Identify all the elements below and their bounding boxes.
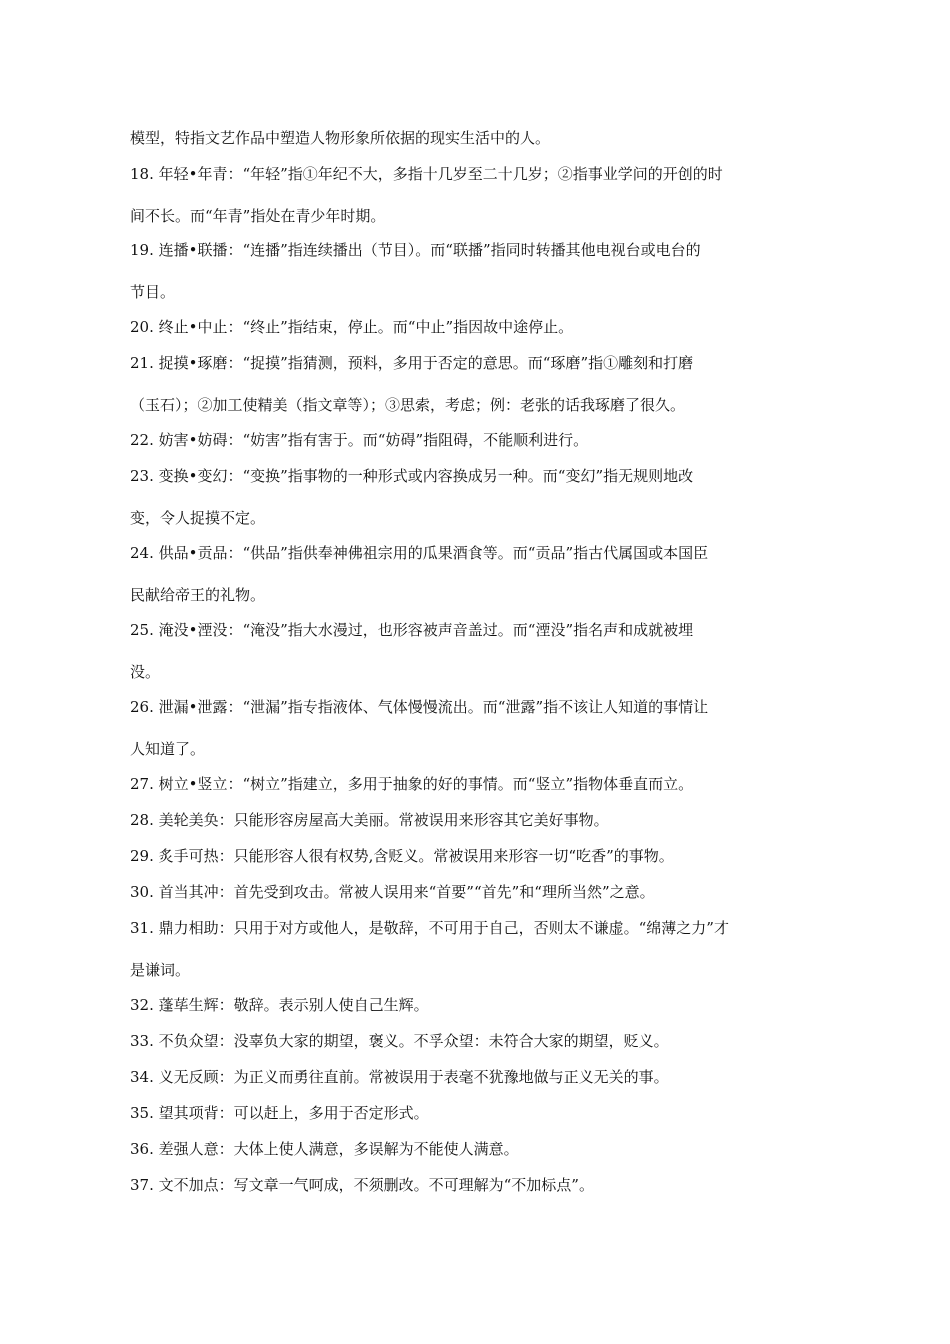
entry-24: 24. 供品•贡品：“供品”指供奉神佛祖宗用的瓜果酒食等。而“贡品”指古代属国或本国臣 <box>130 544 709 562</box>
entry-34: 34. 义无反顾：为正义而勇往直前。常被误用于表毫不犹豫地做与正义无关的事。 <box>130 1068 669 1086</box>
entry-22: 22. 妨害•妨碍：“妨害”指有害于。而“妨碍”指阻碍，不能顺利进行。 <box>130 431 589 449</box>
entry-37: 37. 文不加点：写文章一气呵成，不须删改。不可理解为“不加标点”。 <box>130 1176 594 1194</box>
text-line: 变，令人捉摸不定。 <box>130 509 266 527</box>
entry-31: 31. 鼎力相助：只用于对方或他人，是敬辞，不可用于自己，否则太不谦虚。“绵薄之力”才 <box>130 919 729 937</box>
text-line: （玉石）；②加工使精美（指文章等）；③思索，考虑；例：老张的话我琢磨了很久。 <box>130 396 686 414</box>
text-line: 模型，特指文艺作品中塑造人物形象所依据的现实生活中的人。 <box>130 129 551 147</box>
entry-18: 18. 年轻•年青：“年轻”指①年纪不大，多指十几岁至二十几岁；②指事业学问的开创的时 <box>130 165 723 183</box>
entry-28: 28. 美轮美奂：只能形容房屋高大美丽。常被误用来形容其它美好事物。 <box>130 811 609 829</box>
entry-36: 36. 差强人意：大体上使人满意，多误解为不能使人满意。 <box>130 1140 519 1158</box>
entry-29: 29. 炙手可热：只能形容人很有权势,含贬义。常被误用来形容一切“吃香”的事物。 <box>130 847 674 865</box>
entry-35: 35. 望其项背：可以赶上，多用于否定形式。 <box>130 1104 429 1122</box>
entry-26: 26. 泄漏•泄露：“泄漏”指专指液体、气体慢慢流出。而“泄露”指不该让人知道的事情让 <box>130 698 709 716</box>
text-line: 是谦词。 <box>130 961 191 979</box>
entry-32: 32. 蓬荜生辉：敬辞。表示别人使自己生辉。 <box>130 996 429 1014</box>
entry-27: 27. 树立•竖立：“树立”指建立，多用于抽象的好的事情。而“竖立”指物体垂直而立。 <box>130 775 694 793</box>
entry-33: 33. 不负众望：没辜负大家的期望，褒义。不孚众望：未符合大家的期望，贬义。 <box>130 1032 669 1050</box>
entry-30: 30. 首当其冲：首先受到攻击。常被人误用来“首要”“首先”和“理所当然”之意。 <box>130 883 655 901</box>
entry-20: 20. 终止•中止：“终止”指结束，停止。而“中止”指因故中途停止。 <box>130 318 574 336</box>
entry-21: 21. 捉摸•琢磨：“捉摸”指猜测，预料，多用于否定的意思。而“琢磨”指①雕刻和打磨 <box>130 354 694 372</box>
text-line: 民献给帝王的礼物。 <box>130 586 266 604</box>
entry-25: 25. 淹没•湮没：“淹没”指大水漫过，也形容被声音盖过。而“湮没”指名声和成就被埋 <box>130 621 694 639</box>
text-line: 人知道了。 <box>130 740 206 758</box>
entry-23: 23. 变换•变幻：“变换”指事物的一种形式或内容换成另一种。而“变幻”指无规则地改 <box>130 467 694 485</box>
text-line: 没。 <box>130 663 161 681</box>
text-line: 间不长。而“年青”指处在青少年时期。 <box>130 207 386 225</box>
text-line: 节目。 <box>130 283 176 301</box>
entry-19: 19. 连播•联播：“连播”指连续播出（节目）。而“联播”指同时转播其他电视台或电台的 <box>130 241 701 259</box>
